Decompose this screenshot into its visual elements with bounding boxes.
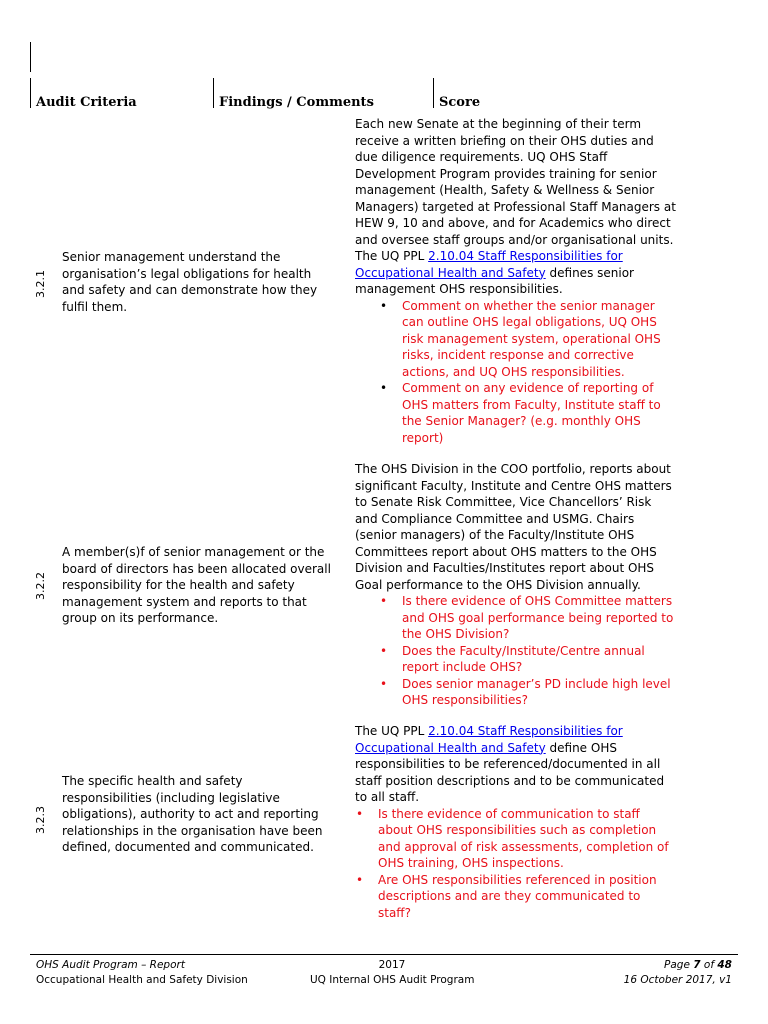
ppl-prefix: The UQ PPL — [355, 724, 429, 738]
header-divider-2 — [213, 78, 214, 108]
list-item: • Comment on whether the senior manager can outline OHS legal obligations, UQ OHS risk management system, operational OHS risks, incident response and corrective actions, and UQ OHS responsibilities. — [380, 298, 661, 379]
criteria-text-3-2-3: The specific health and safety responsibilities (including legislative obligations), authority to act and reporting relationships in the organisation have been defined, documented and communicated. — [62, 774, 323, 854]
list-item: • Does senior manager’s PD include high level OHS responsibilities? — [380, 676, 671, 707]
findings-paragraph: Each new Senate at the beginning of their term receive a written briefing on their OHS duties and due diligence requirements. UQ OHS Staff Development Program provides training for senior management (Health, Safety & Wellness & Senior Managers) targeted at Professional Staff Managers at HEW 9, 10 and above, and for Academics who direct and oversee staff groups and/or organisational units. — [355, 117, 676, 247]
findings-paragraph-ppl — [355, 248, 677, 298]
header-findings-comments: Findings / Comments — [219, 95, 374, 110]
list-item: • Does the Faculty/Institute/Centre annual report include OHS? — [380, 643, 645, 674]
criteria-number-3-2-2: 3.2.2 — [34, 572, 47, 600]
findings-3-2-2 — [355, 461, 677, 709]
ppl-link-2-10-04[interactable]: 2.10.04 Staff Responsibilities for Occupational Health and Safety — [355, 724, 623, 755]
footer-date: 16 October 2017, v1 — [623, 974, 732, 986]
bullet-icon: • — [356, 872, 364, 887]
header-score: Score — [439, 95, 481, 110]
findings-paragraph-ppl — [355, 723, 677, 806]
bullet-icon: • — [380, 676, 388, 691]
findings-3-2-3 — [355, 723, 677, 921]
bullet-icon: • — [380, 594, 388, 608]
bullet-icon: • — [380, 298, 388, 313]
footer-program: UQ Internal OHS Audit Program — [310, 974, 475, 986]
list-item: • Is there evidence of communication to staff about OHS responsibilities such as completion and approval of risk assessments, completion of OHS training, OHS inspections. — [356, 806, 669, 870]
findings-3-2-1 — [355, 116, 677, 446]
findings-bullets — [380, 593, 674, 709]
footer-line-1 — [0, 958, 768, 973]
footer-line-2 — [0, 973, 768, 988]
findings-bullets — [356, 806, 674, 922]
list-item: • Are OHS responsibilities referenced in position descriptions and are they communicated to staff? — [356, 872, 657, 920]
bullet-icon: • — [380, 381, 388, 395]
bullet-icon: • — [380, 643, 388, 658]
criteria-number-3-2-3: 3.2.3 — [34, 806, 47, 834]
criteria-text-3-2-1: Senior management understand the organisation’s legal obligations for health and safety and can demonstrate how they fulfil them. — [62, 250, 318, 314]
findings-bullets — [380, 298, 664, 447]
header-divider-1 — [30, 78, 31, 108]
header-divider-top — [30, 42, 31, 72]
footer-division: Occupational Health and Safety Division — [36, 974, 248, 986]
list-item: • Comment on any evidence of reporting of OHS matters from Faculty, Institute staff to the Senior Manager? (e.g. monthly OHS report) — [380, 381, 661, 445]
ppl-suffix: define OHS responsibilities to be referenced/documented in all staff position descriptions and to be communicated to all staff. — [355, 740, 665, 804]
footer-report-title: OHS Audit Program – Report — [36, 959, 185, 971]
ppl-prefix: The UQ PPL — [355, 249, 429, 263]
criteria-number-3-2-1: 3.2.1 — [34, 270, 47, 298]
findings-paragraph: The OHS Division in the COO portfolio, reports about significant Faculty, Institute and Centre OHS matters to Senate Risk Committee, Vice Chancellors’ Risk and Compliance Committee and USMG. Chairs (senior managers) of the Faculty/Institute OHS Committees report about OHS matters to the OHS Division and Faculties/Institutes report about OHS Goal performance to the OHS Division annually. — [355, 462, 672, 592]
header-divider-3 — [433, 78, 434, 108]
footer-page-number: Page 7 of 48 — [664, 959, 732, 971]
footer-year: 2017 — [378, 959, 406, 971]
footer-rule — [30, 954, 738, 955]
criteria-text-3-2-2: A member(s)f of senior management or the board of directors has been allocated overall responsibility for the health and safety management system and reports to that group on its performance. — [62, 545, 331, 625]
header-audit-criteria: Audit Criteria — [36, 95, 137, 110]
bullet-icon: • — [356, 806, 364, 821]
ppl-link-2-10-04[interactable]: 2.10.04 Staff Responsibilities for Occupational Health and Safety — [355, 249, 623, 280]
ppl-suffix: defines senior management OHS responsibilities. — [355, 265, 634, 296]
list-item: • Is there evidence of OHS Committee matters and OHS goal performance being reported to the OHS Division? — [380, 594, 674, 641]
